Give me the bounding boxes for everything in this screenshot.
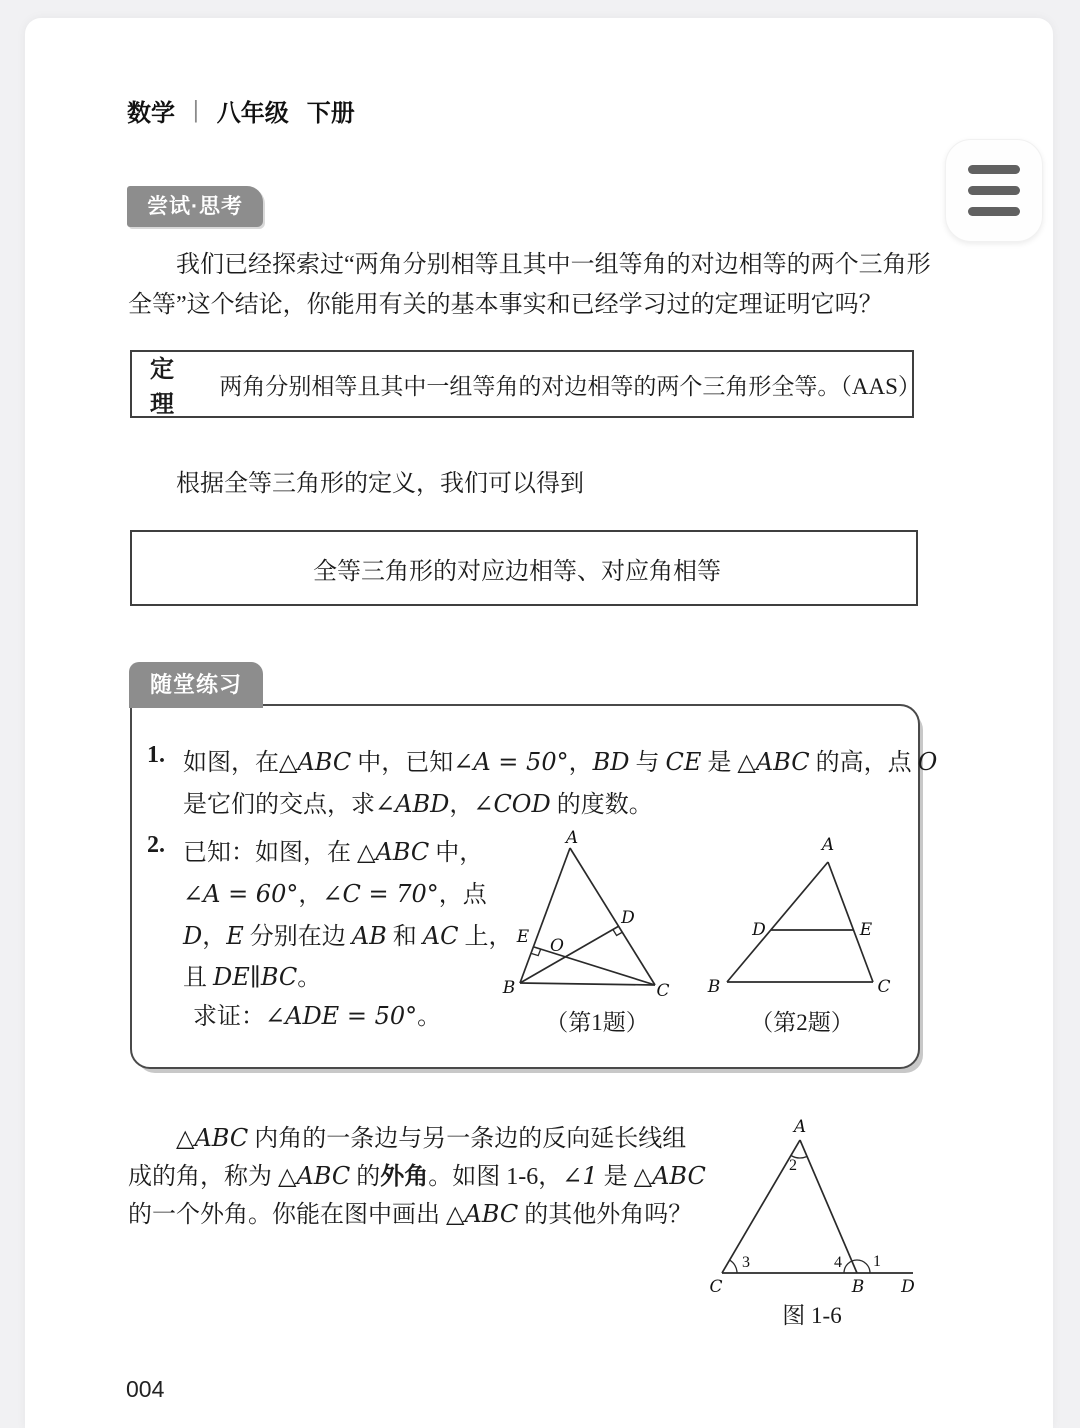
point-label-d: D <box>621 908 635 928</box>
hamburger-icon <box>968 165 1020 174</box>
triangle-side-bc <box>520 983 655 985</box>
triangle-side-ab <box>520 848 570 983</box>
exterior-paragraph-line: △ABC 内角的一条边与另一条边的反向延长线组 <box>176 1124 687 1152</box>
figure-1-6-caption: 图 1-6 <box>782 1303 842 1328</box>
figure-1-6 <box>688 1108 926 1298</box>
figure-question-2-caption: （第2题） <box>750 1010 854 1035</box>
point-label-d: D <box>901 1277 915 1297</box>
angle-label-1: 1 <box>873 1253 881 1270</box>
vertex-label-a: A <box>565 828 579 848</box>
vertex-label-b: B <box>851 1277 865 1297</box>
figure-question-1 <box>497 830 697 1008</box>
triangle-side-ab <box>800 1140 857 1273</box>
exercise-2-line: D，E 分别在边 AB 和 AC 上， <box>183 922 513 950</box>
intro-paragraph-line: 全等”这个结论，你能用有关的基本事实和已经学习过的定理证明它吗？ <box>128 292 883 318</box>
hamburger-icon <box>968 207 1020 216</box>
exercise-1-line: 如图，在△ABC 中，已知∠A = 50°，BD 与 CE 是 △ABC 的高，点 O <box>183 748 938 776</box>
header-separator: | <box>193 95 199 124</box>
exercise-2-line: 求证：∠ADE = 50°。 <box>193 1002 442 1030</box>
exterior-paragraph-line: 成的角，称为 △ABC 的外角。如图 1-6，∠1 是 △ABC <box>128 1162 706 1190</box>
point-label-o: O <box>550 936 564 956</box>
exercise-1-number: 1. <box>147 742 165 768</box>
angle-label-2: 2 <box>789 1157 797 1174</box>
exercise-2-line: 已知：如图，在 △ABC 中， <box>183 838 484 866</box>
figure-question-2 <box>702 834 892 1002</box>
exercise-1-line: 是它们的交点，求∠ABD，∠COD 的度数。 <box>183 790 653 818</box>
page-number: 004 <box>126 1376 165 1402</box>
theorem-label: 定理 <box>150 356 174 418</box>
vertex-label-a: A <box>821 835 835 855</box>
figure-question-1-caption: （第1题） <box>545 1010 649 1035</box>
vertex-label-c: C <box>877 977 891 997</box>
exercise-2-number: 2. <box>147 832 165 858</box>
vertex-label-a: A <box>793 1117 807 1137</box>
exercise-2-line: ∠A = 60°，∠C = 70°，点 <box>183 880 487 908</box>
vertex-label-c: C <box>709 1277 723 1297</box>
exterior-paragraph-line: 的一个外角。你能在图中画出 △ABC 的其他外角吗？ <box>128 1200 693 1228</box>
try-think-badge: 尝试·思考 <box>127 186 263 227</box>
angle-label-4: 4 <box>834 1254 842 1271</box>
derive-paragraph: 根据全等三角形的定义，我们可以得到 <box>176 471 584 497</box>
practice-badge: 随堂练习 <box>129 662 263 708</box>
book-grade: 八年级 <box>216 99 289 127</box>
point-label-d: D <box>752 920 766 940</box>
conclusion-box <box>130 530 918 606</box>
book-subject: 数学 <box>127 99 175 127</box>
point-label-e: E <box>516 927 530 947</box>
hamburger-icon <box>968 186 1020 195</box>
point-label-e: E <box>859 920 873 940</box>
book-volume: 下册 <box>306 99 355 127</box>
triangle-side-ac <box>570 848 655 985</box>
vertex-label-c: C <box>656 981 670 1001</box>
intro-paragraph-line: 我们已经探索过“两角分别相等且其中一组等角的对边相等的两个三角形 <box>176 252 931 278</box>
menu-button[interactable] <box>945 139 1043 242</box>
vertex-label-b: B <box>502 978 516 998</box>
book-header <box>127 95 355 125</box>
vertex-label-b: B <box>707 977 721 997</box>
theorem-text: 两角分别相等且其中一组等角的对边相等的两个三角形全等。（AAS） <box>219 373 921 399</box>
conclusion-text: 全等三角形的对应边相等、对应角相等 <box>313 558 721 585</box>
angle-arc-c <box>730 1260 737 1273</box>
angle-label-3: 3 <box>742 1254 750 1271</box>
exercise-2-line: 且 DE∥BC。 <box>183 963 322 991</box>
theorem-box <box>130 350 921 418</box>
triangle-side-ab <box>727 862 828 982</box>
